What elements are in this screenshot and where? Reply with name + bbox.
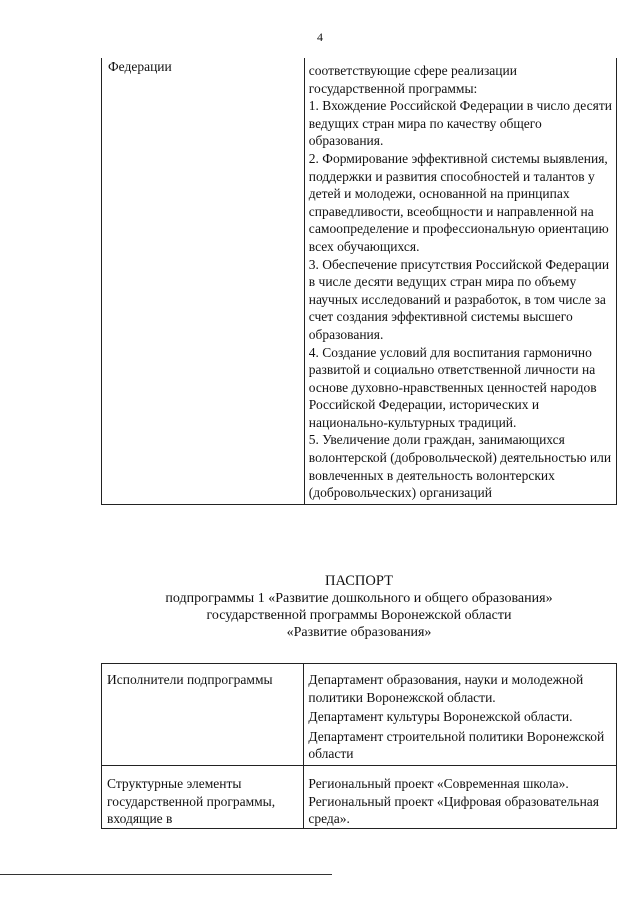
goal-item: 5. Увеличение доли граждан, занимающихся волонтерской (добровольческой) деятельностью или вовлеченных в деятельность волонтерских (добровольческих) организаций	[308, 432, 612, 501]
passport-subtitle-line: государственной программы Воронежской области	[206, 608, 512, 623]
executor-item: Департамент строительной политики Воронежской области	[308, 728, 605, 762]
passport-heading	[101, 573, 617, 641]
table-row	[102, 58, 617, 504]
footnote-divider	[0, 874, 332, 875]
executor-item: Департамент культуры Воронежской области.	[308, 709, 573, 725]
goal-item: 1. Вхождение Российской Федерации в число десяти ведущих стран мира по качеству общего образования.	[308, 98, 612, 149]
table-row	[102, 765, 617, 828]
table-cell-value	[304, 765, 617, 828]
table-cell-value	[304, 664, 617, 766]
goal-item: 3. Обеспечение присутствия Российской Федерации в числе десяти ведущих стран мира по объему научных исследований и разработок, в том числе за счет создания эффективной системы высшего образования.	[308, 256, 610, 342]
table-cell-label: Структурные элементы государственной программы, входящие в	[102, 765, 304, 828]
goal-item: 2. Формирование эффективной системы выявления, поддержки и развития способностей и талантов у детей и молодежи, основанной на принципах справедливости, всеобщности и направленной на самоопределение и профессиональную ориентацию всех обучающихся.	[308, 150, 609, 254]
goals-table	[101, 58, 617, 505]
passport-subtitle-line: «Развитие образования»	[286, 625, 432, 640]
executor-item: Департамент образования, науки и молодежной политики Воронежской области.	[308, 672, 584, 705]
table-cell-label: Исполнители подпрограммы	[102, 664, 304, 766]
passport-table	[101, 663, 617, 829]
page-number: 4	[317, 30, 323, 44]
table-cell-label: Федерации	[102, 58, 305, 504]
table-row	[102, 664, 617, 766]
goals-intro: соответствующие сфере реализации государственной программы:	[308, 63, 517, 96]
passport-title: ПАСПОРТ	[325, 573, 393, 589]
project-item: Региональный проект «Современная школа».	[308, 775, 569, 791]
table-cell-goals	[304, 58, 616, 504]
project-item: Региональный проект «Цифровая образовательная среда».	[308, 793, 600, 827]
goal-item: 4. Создание условий для воспитания гармонично развитой и социально ответственной личности на основе духовно-нравственных ценностей народов Российской Федерации, исторических и национально-культурных традиций.	[308, 344, 597, 430]
passport-subtitle-line: подпрограммы 1 «Развитие дошкольного и общего образования»	[165, 591, 553, 606]
